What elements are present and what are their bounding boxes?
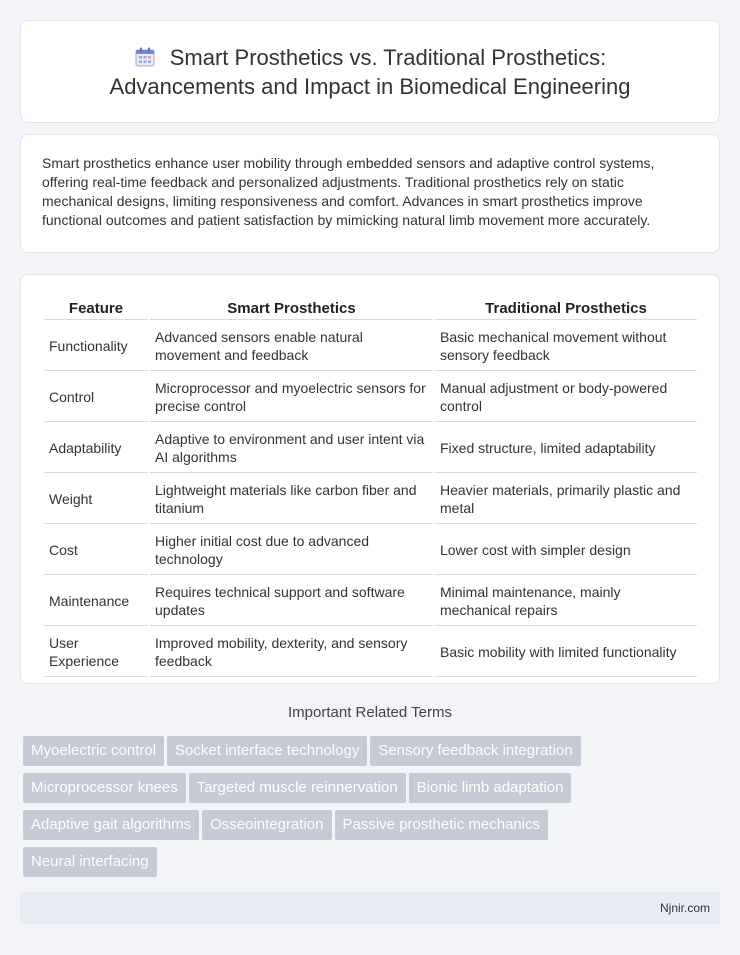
row-feature: Weight xyxy=(44,475,148,524)
intro-text: Smart prosthetics enhance user mobility through embedded sensors and adaptive control systems, offering real-time feedback and personalized adjustments. Traditional prosthetics rely on static mechanical designs, limiting responsiveness and comfort. Advances in smart prosthetics improve functional outcomes and patient satisfaction by mimicking natural limb movement more accurately. xyxy=(42,155,655,228)
table-row xyxy=(44,475,697,524)
term-tag[interactable]: Myoelectric control xyxy=(23,736,164,766)
row-traditional: Basic mechanical movement without sensory feedback xyxy=(435,322,697,371)
footer xyxy=(20,892,720,924)
header-traditional: Traditional Prosthetics xyxy=(435,297,697,320)
row-traditional: Lower cost with simpler design xyxy=(435,526,697,575)
row-feature: Functionality xyxy=(44,322,148,371)
row-smart: Requires technical support and software updates xyxy=(150,577,433,626)
row-traditional: Minimal maintenance, mainly mechanical repairs xyxy=(435,577,697,626)
row-traditional: Fixed structure, limited adaptability xyxy=(435,424,697,473)
row-smart: Adaptive to environment and user intent via AI algorithms xyxy=(150,424,433,473)
row-smart: Advanced sensors enable natural movement and feedback xyxy=(150,322,433,371)
term-tag[interactable]: Adaptive gait algorithms xyxy=(23,810,199,840)
comparison-table xyxy=(42,295,699,679)
row-feature: Cost xyxy=(44,526,148,575)
page-title-text: Smart Prosthetics vs. Traditional Prosthetics: Advancements and Impact in Biomedical Engineering xyxy=(109,44,631,99)
row-feature: Adaptability xyxy=(44,424,148,473)
row-traditional: Heavier materials, primarily plastic and metal xyxy=(435,475,697,524)
table-row xyxy=(44,526,697,575)
row-smart: Improved mobility, dexterity, and sensory feedback xyxy=(150,628,433,677)
term-tag[interactable]: Targeted muscle reinnervation xyxy=(189,773,406,803)
header-smart: Smart Prosthetics xyxy=(150,297,433,320)
table-row xyxy=(44,373,697,422)
row-smart: Lightweight materials like carbon fiber and titanium xyxy=(150,475,433,524)
table-header-row xyxy=(44,297,697,320)
term-tag[interactable]: Bionic limb adaptation xyxy=(409,773,572,803)
comparison-table-card xyxy=(20,274,720,684)
row-smart: Microprocessor and myoelectric sensors for precise control xyxy=(150,373,433,422)
row-smart: Higher initial cost due to advanced technology xyxy=(150,526,433,575)
header-feature: Feature xyxy=(44,297,148,320)
row-feature: Maintenance xyxy=(44,577,148,626)
footer-site[interactable]: Njnir.com xyxy=(659,901,710,915)
title-card xyxy=(20,20,720,123)
related-terms-list xyxy=(23,736,723,884)
intro-card xyxy=(20,134,720,253)
row-traditional: Manual adjustment or body-powered control xyxy=(435,373,697,422)
related-terms-title: Important Related Terms xyxy=(288,704,452,721)
table-row xyxy=(44,577,697,626)
table-row xyxy=(44,628,697,677)
term-tag[interactable]: Neural interfacing xyxy=(23,847,157,877)
term-tag[interactable]: Sensory feedback integration xyxy=(370,736,580,766)
table-row xyxy=(44,424,697,473)
term-tag[interactable]: Socket interface technology xyxy=(167,736,367,766)
calendar-icon xyxy=(134,46,156,68)
row-traditional: Basic mobility with limited functionality xyxy=(435,628,697,677)
table-row xyxy=(44,322,697,371)
row-feature: Control xyxy=(44,373,148,422)
row-feature: User Experience xyxy=(44,628,148,677)
term-tag[interactable]: Passive prosthetic mechanics xyxy=(335,810,549,840)
term-tag[interactable]: Osseointegration xyxy=(202,810,331,840)
page-title xyxy=(21,43,719,101)
term-tag[interactable]: Microprocessor knees xyxy=(23,773,186,803)
